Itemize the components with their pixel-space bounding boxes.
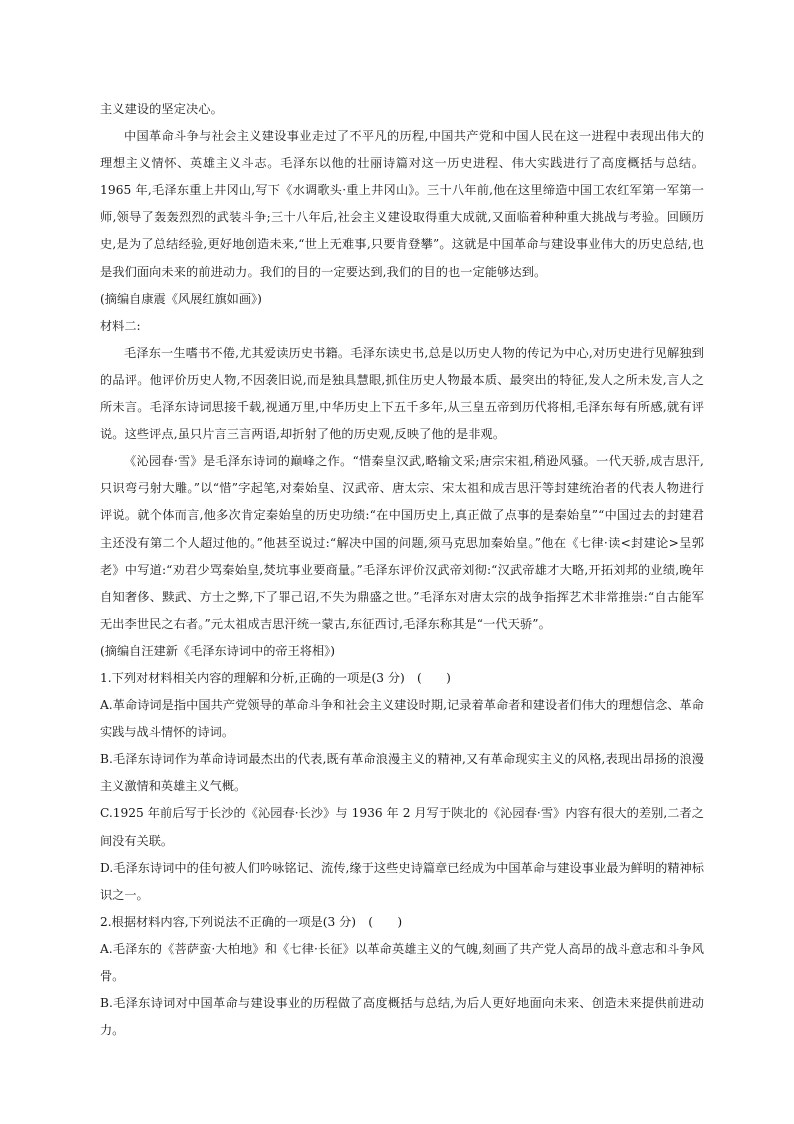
document-body (100, 96, 704, 1044)
passage2-paragraph-1: 毛泽东一生嗜书不倦,尤其爱读历史书籍。毛泽东读史书,总是以历史人物的传记为中心,对历史进行见解独到的品评。他评价历史人物,不因袭旧说,而是独具慧眼,抓住历史人物最本质、最突出的特征,发人之所未发,言人之所未言。毛泽东诗词思接千载,视通万里,中华历史上下五千多年,从三皇五帝到历代将相,毛泽东每有所感,就有评说。这些评点,虽只片言三言两语,却折射了他的历史观,反映了他的是非观。 (100, 345, 704, 442)
question-2-option-a: A.毛泽东的《菩萨蛮·大柏地》和《七律·长征》以革命英雄主义的气魄,刻画了共产党人高昂的战斗意志和斗争风骨。 (100, 941, 704, 983)
question-1-option-b: B.毛泽东诗词作为革命诗词最杰出的代表,既有革命浪漫主义的精神,又有革命现实主义的风格,表现出昂扬的浪漫主义激情和英雄主义气概。 (100, 752, 704, 794)
passage1-source: (摘编自康震《风展红旗如画》) (100, 291, 262, 306)
passage1-paragraph: 中国革命斗争与社会主义建设事业走过了不平凡的历程,中国共产党和中国人民在这一进程中表现出伟大的理想主义情怀、英雄主义斗志。毛泽东以他的壮丽诗篇对这一历史进程、伟大实践进行了高度概括与总结。1965 年,毛泽东重上井冈山,写下《水调歌头·重上井冈山》。三十八年前,他在这里缔造中国工农红军第一军第一师,领导了轰轰烈烈的武装斗争;三十八年后,社会主义建设取得重大成就,又面临着种种重大挑战与考验。回顾历史,是为了总结经验,更好地创造未来,“世上无难事,只要肯登攀”。这就是中国革命与建设事业伟大的历史总结,也是我们面向未来的前进动力。我们的目的一定要达到,我们的目的也一定能够达到。 (100, 129, 704, 279)
question-2-stem: 2.根据材料内容,下列说法不正确的一项是(3 分) ( ) (100, 914, 403, 929)
question-1-option-a: A.革命诗词是指中国共产党领导的革命斗争和社会主义建设时期,记录着革命者和建设者们伟大的理想信念、革命实践与战斗情怀的诗词。 (100, 698, 704, 740)
question-1-option-c: C.1925 年前后写于长沙的《沁园春·长沙》与 1936 年 2 月写于陕北的《沁园春·雪》内容有很大的差别,二者之间没有关联。 (100, 806, 704, 848)
passage1-continuation: 主义建设的坚定决心。 (100, 102, 223, 116)
passage2-heading: 材料二: (100, 318, 141, 333)
question-2-option-b: B.毛泽东诗词对中国革命与建设事业的历程做了高度概括与总结,为后人更好地面向未来、创造未来提供前进动力。 (100, 996, 704, 1038)
passage2-source: (摘编自汪建新《毛泽东诗词中的帝王将相》) (100, 643, 335, 658)
passage2-paragraph-2: 《沁园春·雪》是毛泽东诗词的巅峰之作。“惜秦皇汉武,略输文采;唐宗宋祖,稍逊风骚。一代天骄,成吉思汗,只识弯弓射大雕。”以“惜”字起笔,对秦始皇、汉武帝、唐太宗、宋太祖和成吉思汗等封建统治者的代表人物进行评说。就个体而言,他多次肯定秦始皇的历史功绩:“在中国历史上,真正做了点事的是秦始皇”“中国过去的封建君主还没有第二个人超过他的。”他甚至说过:“解决中国的问题,须马克思加秦始皇。”他在《七律·读<封建论>呈郭老》中写道:“劝君少骂秦始皇,焚坑事业要商量。”毛泽东评价汉武帝刘彻:“汉武帝雄才大略,开拓刘邦的业绩,晚年自知奢侈、黩武、方士之弊,下了罪己诏,不失为鼎盛之世。”毛泽东对唐太宗的战争指挥艺术非常推崇:“自古能军无出李世民之右者。”元太祖成吉思汗统一蒙古,东征西讨,毛泽东称其是“一代天骄”。 (100, 454, 704, 631)
question-1-stem: 1.下列对材料相关内容的理解和分析,正确的一项是(3 分) ( ) (100, 670, 451, 685)
question-1-option-d: D.毛泽东诗词中的佳句被人们吟咏铭记、流传,缘于这些史诗篇章已经成为中国革命与建设事业最为鲜明的精神标识之一。 (100, 860, 704, 902)
